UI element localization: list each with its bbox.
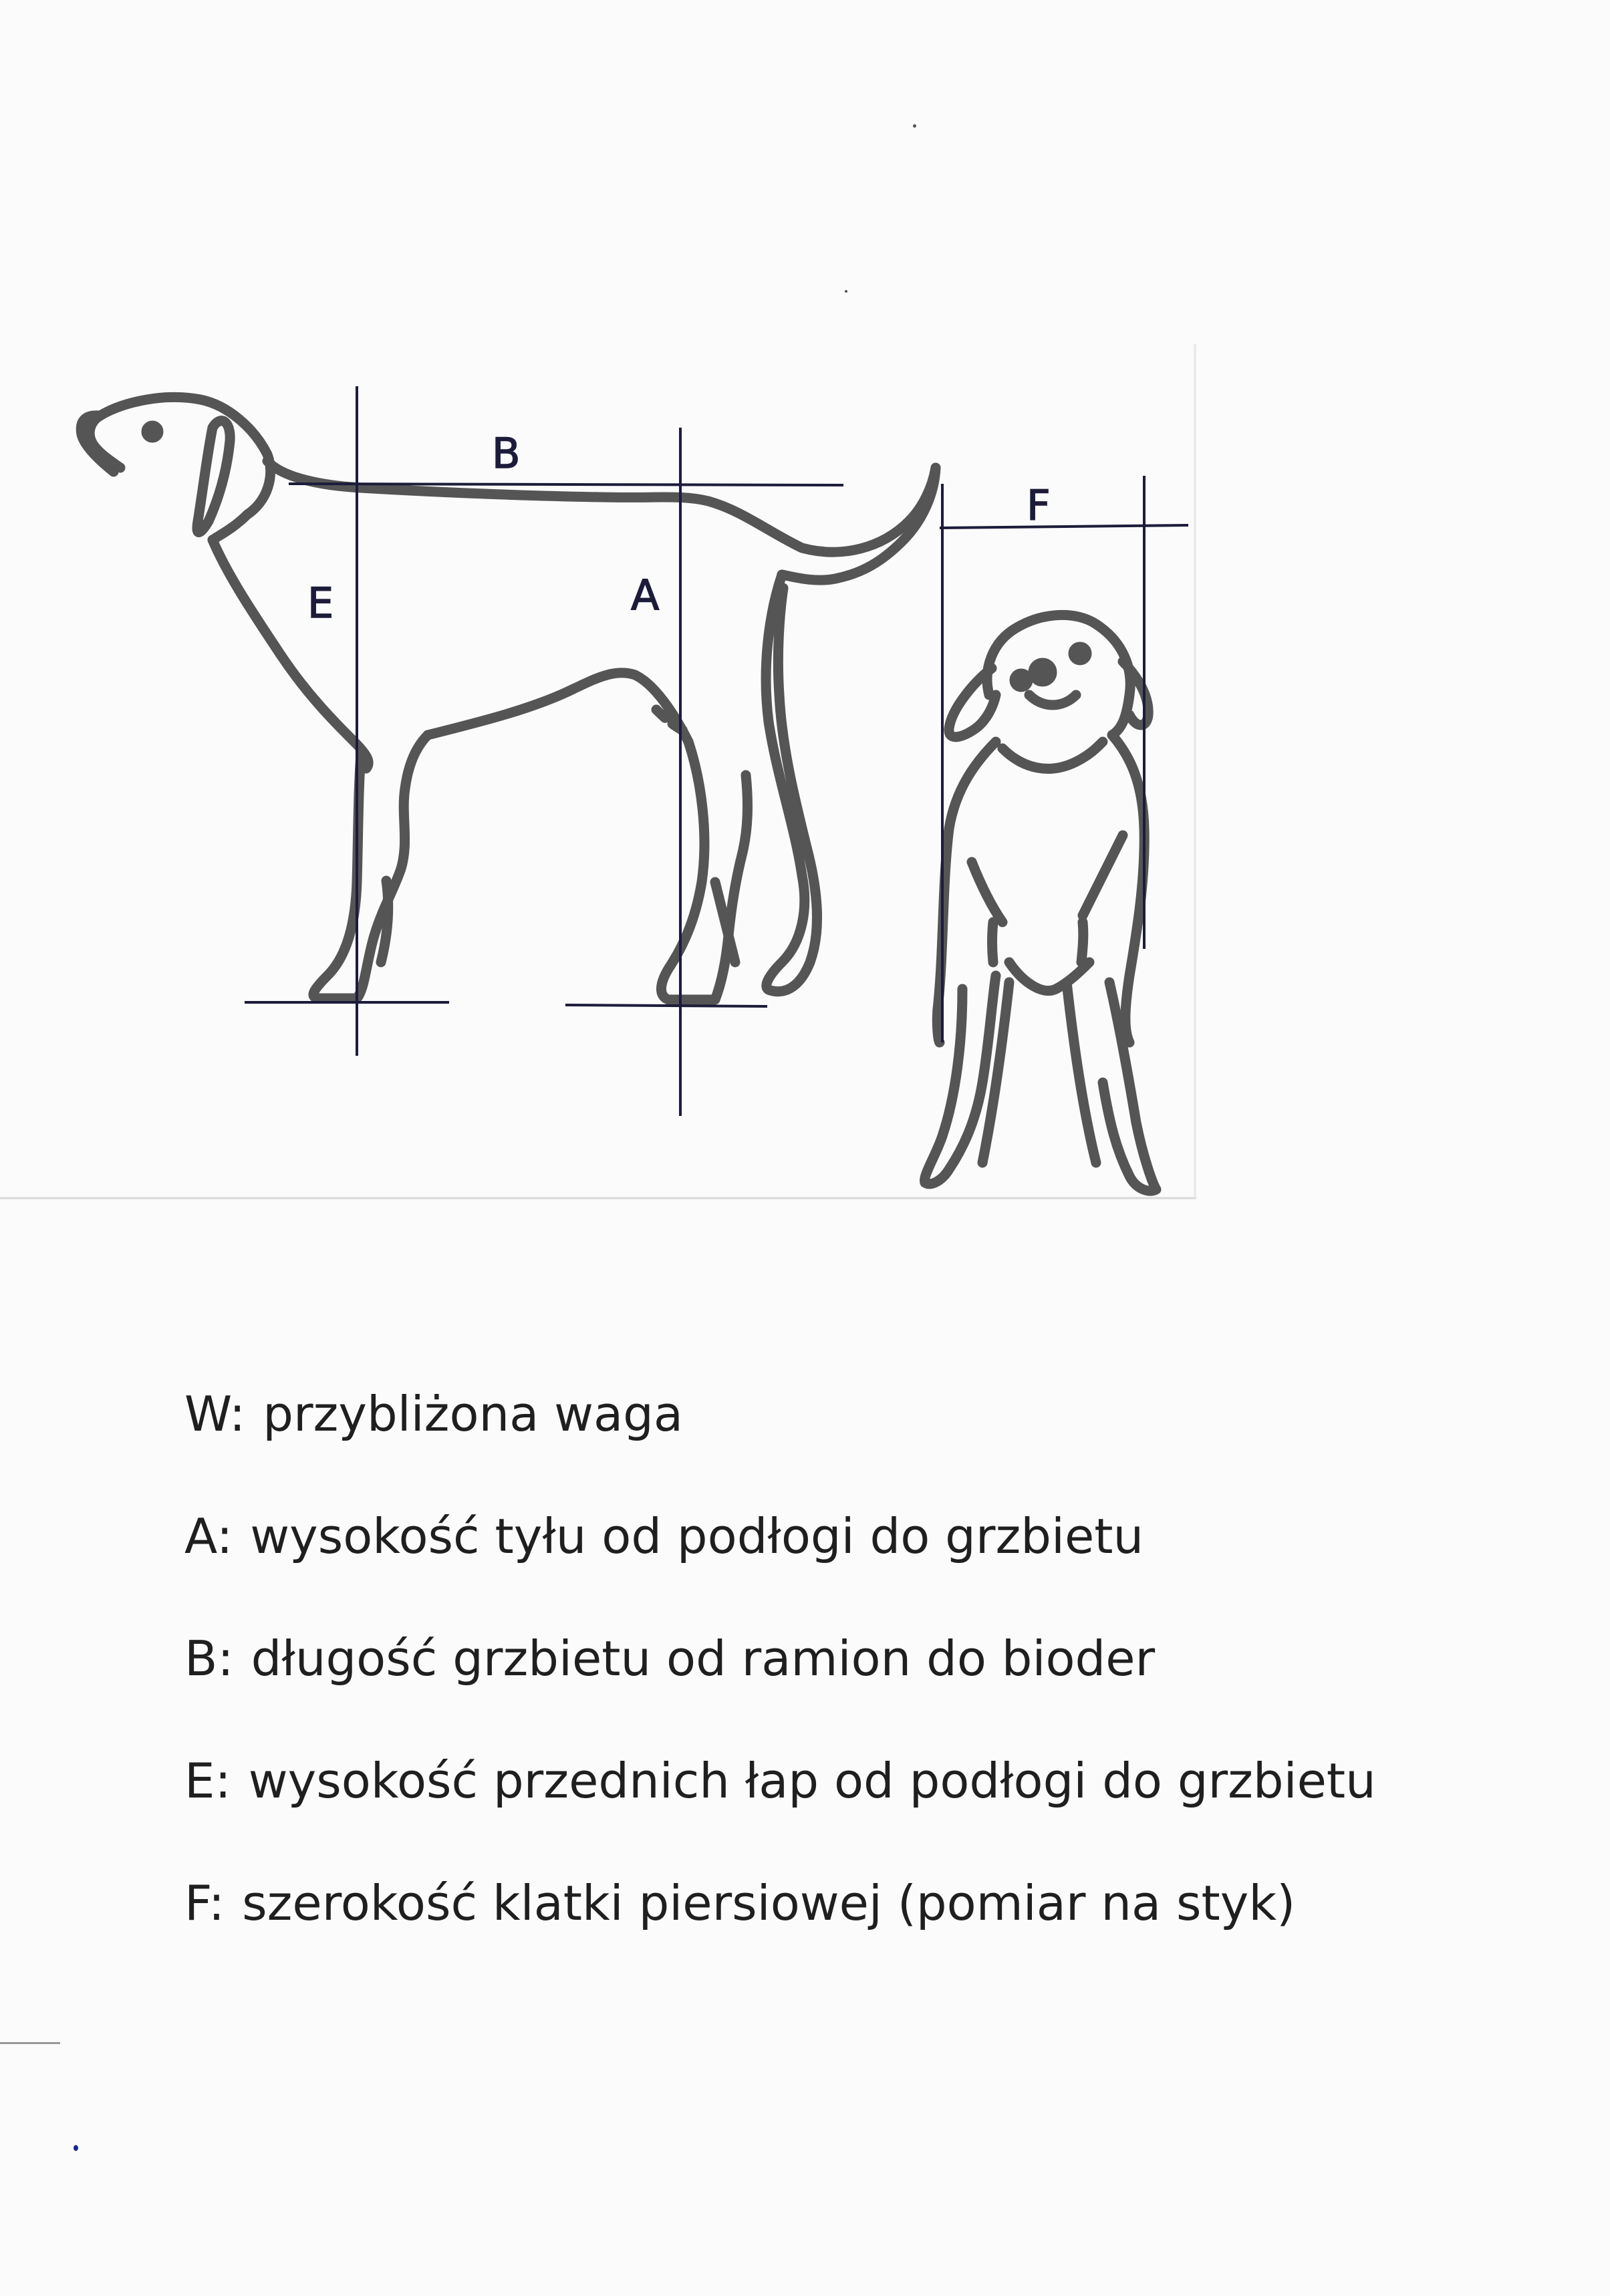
scan-speck	[74, 2145, 78, 2151]
dog-belly-outline	[428, 673, 688, 742]
dog-front-chest-v	[1009, 962, 1089, 991]
dog-chest-outline	[213, 540, 368, 768]
dog-front-nose	[1033, 663, 1052, 682]
dog-front-leg-outline	[313, 735, 428, 998]
dog-front-head-outline	[987, 615, 1130, 735]
guide-line-F	[940, 525, 1188, 528]
dog-front-forelimb-right	[1081, 835, 1123, 962]
dog-front-muzzle	[1029, 695, 1076, 705]
scan-speck	[845, 290, 847, 293]
legend-text: przybliżona waga	[263, 1386, 683, 1442]
legend-text: wysokość przednich łap od podłogi do grzbietu	[248, 1753, 1376, 1809]
dog-front-inner-right-leg	[1067, 982, 1096, 1163]
label-B: B	[492, 429, 521, 478]
label-F: F	[1027, 481, 1051, 530]
dog-hind-leg-back	[766, 575, 817, 992]
legend-text: długość grzbietu od ramion do bioder	[251, 1630, 1156, 1687]
dog-ear-outline	[197, 421, 230, 533]
guide-line-B	[289, 484, 843, 485]
legend-item-e	[184, 1753, 1376, 1879]
legend-key: E:	[184, 1753, 231, 1809]
legend-key: A:	[184, 1508, 233, 1564]
dog-front-eye-right	[1073, 647, 1087, 660]
legend-item-w	[184, 1386, 1376, 1512]
guide-ground-back	[565, 1005, 767, 1006]
dog-front-forelimb-left	[972, 862, 1002, 962]
dog-eye	[146, 426, 158, 438]
dog-side-view	[81, 397, 936, 1000]
legend-key: B:	[184, 1630, 234, 1687]
legend-text: szerokość klatki piersiowej (pomiar na styk)	[242, 1875, 1296, 1931]
dog-front-eye-left	[1015, 674, 1028, 687]
legend-item-b	[184, 1630, 1376, 1757]
label-E: E	[307, 579, 334, 627]
measurement-legend	[184, 1386, 1376, 2001]
dog-back-outline	[267, 461, 936, 552]
dog-head-outline	[81, 397, 270, 540]
scan-speck	[0, 2042, 60, 2044]
legend-item-f	[184, 1875, 1376, 2001]
dog-front-collar	[1002, 742, 1103, 768]
dog-front-view	[924, 615, 1156, 1191]
label-A: A	[631, 571, 660, 619]
scan-speck	[913, 124, 916, 128]
legend-key: W:	[184, 1386, 246, 1442]
legend-item-a	[184, 1508, 1376, 1634]
legend-text: wysokość tyłu od podłogi do grzbietu	[250, 1508, 1144, 1564]
legend-key: F:	[184, 1875, 225, 1931]
